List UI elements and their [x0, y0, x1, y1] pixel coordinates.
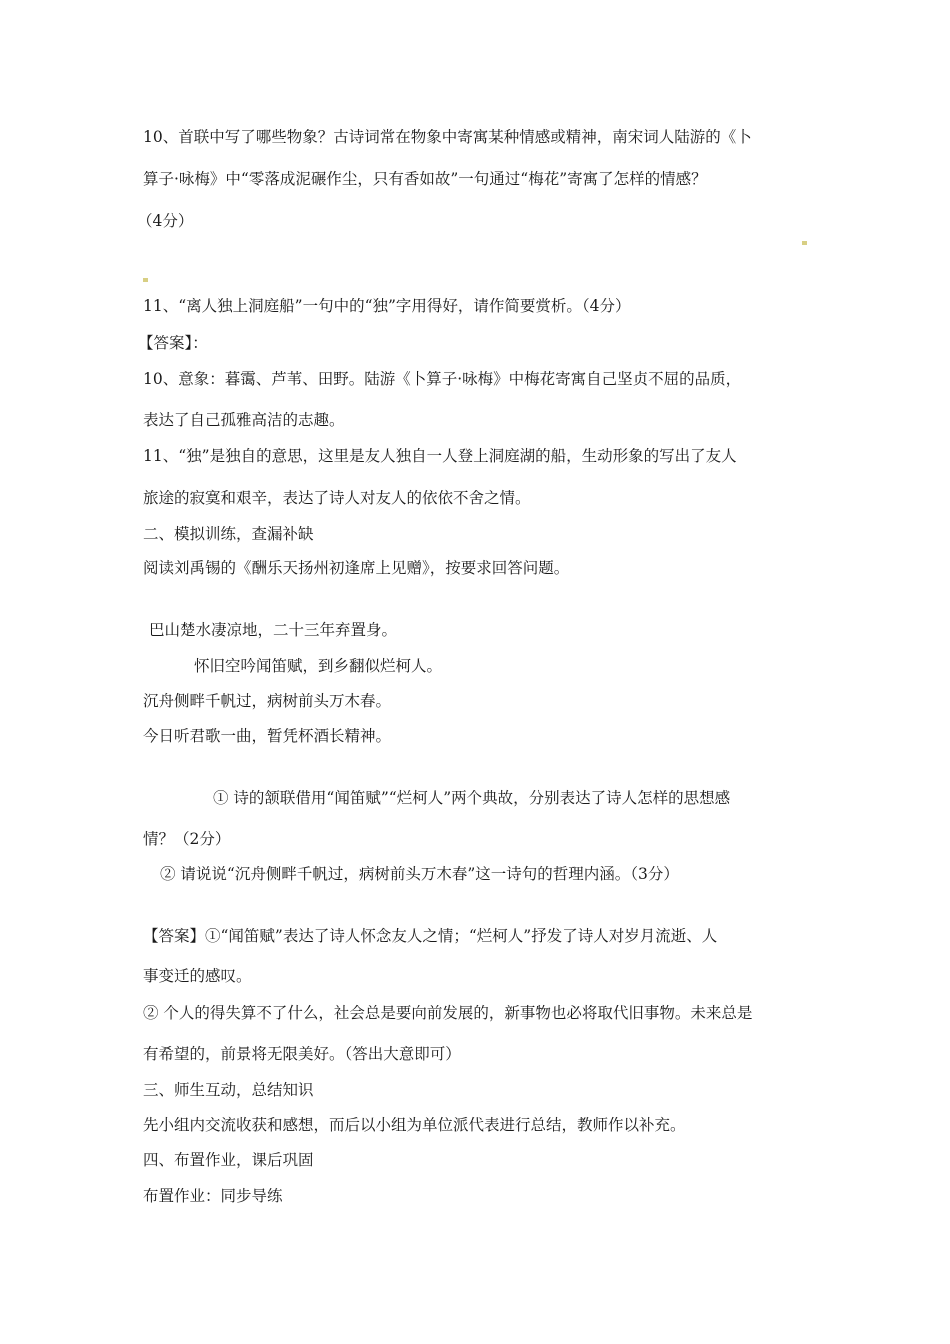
section-4-heading: 四、布置作业，课后巩固 — [143, 1151, 314, 1169]
answer-11-line-1: 11、“独”是独自的意思，这里是友人独自一人登上洞庭湖的船，生动形象的写出了友人 — [143, 447, 737, 465]
sub-question-2: ② 请说说“沉舟侧畔千帆过，病树前头万木春”这一诗句的哲理内涵。（3分） — [160, 865, 679, 883]
section-2-intro: 阅读刘禹锡的《酬乐天扬州初逢席上见赠》，按要求回答问题。 — [143, 559, 570, 577]
q10-line-3: （4分） — [137, 212, 194, 230]
sub-question-1-line-1: ① 诗的颔联借用“闻笛赋”“烂柯人”两个典故，分别表达了诗人怎样的思想感 — [213, 789, 731, 807]
section-2-heading: 二、模拟训练，查漏补缺 — [143, 525, 314, 543]
answer-11-line-2: 旅途的寂寞和艰辛，表达了诗人对友人的依依不舍之情。 — [143, 489, 531, 507]
answer-10-line-1: 10、意象：暮霭、芦苇、田野。陆游《卜算子·咏梅》中梅花寄寓自己坚贞不屈的品质， — [143, 370, 742, 388]
section-4-body: 布置作业：同步导练 — [143, 1187, 283, 1205]
sub-question-1-line-2: 情？（2分） — [143, 830, 231, 848]
q11-question: 11、“离人独上洞庭船”一句中的“独”字用得好，请作简要赏析。（4分） — [143, 297, 631, 315]
poem-line-4: 今日听君歌一曲，暂凭杯酒长精神。 — [143, 727, 392, 745]
sub-answer-1-line-1: 【答案】①“闻笛赋”表达了诗人怀念友人之情；“烂柯人”抒发了诗人对岁月流逝、人 — [143, 927, 718, 945]
section-3-heading: 三、师生互动，总结知识 — [143, 1081, 314, 1099]
answer-heading: 【答案】： — [138, 334, 208, 352]
answer-10-line-2: 表达了自己孤雅高洁的志趣。 — [143, 411, 345, 429]
sub-answer-2-line-1: ② 个人的得失算不了什么，社会总是要向前发展的，新事物也必将取代旧事物。未来总是 — [143, 1004, 753, 1022]
poem-line-1: 巴山楚水凄凉地，二十三年弃置身。 — [149, 621, 398, 639]
sub-answer-2-line-2: 有希望的，前景将无限美好。（答出大意即可） — [143, 1045, 461, 1063]
poem-line-3: 沉舟侧畔千帆过，病树前头万木春。 — [143, 692, 392, 710]
q10-line-2: 算子·咏梅》中“零落成泥碾作尘，只有香如故”一句通过“梅花”寄寓了怎样的情感？ — [143, 170, 707, 188]
q10-line-1: 10、首联中写了哪些物象？古诗词常在物象中寄寓某种情感或精神，南宋词人陆游的《卜 — [143, 128, 752, 146]
poem-line-2: 怀旧空吟闻笛赋，到乡翻似烂柯人。 — [194, 657, 443, 675]
edit-marker — [143, 278, 148, 282]
sub-answer-1-line-2: 事变迁的感叹。 — [143, 967, 252, 985]
section-3-body: 先小组内交流收获和感想，而后以小组为单位派代表进行总结，教师作以补充。 — [143, 1116, 686, 1134]
edit-marker — [802, 241, 807, 245]
